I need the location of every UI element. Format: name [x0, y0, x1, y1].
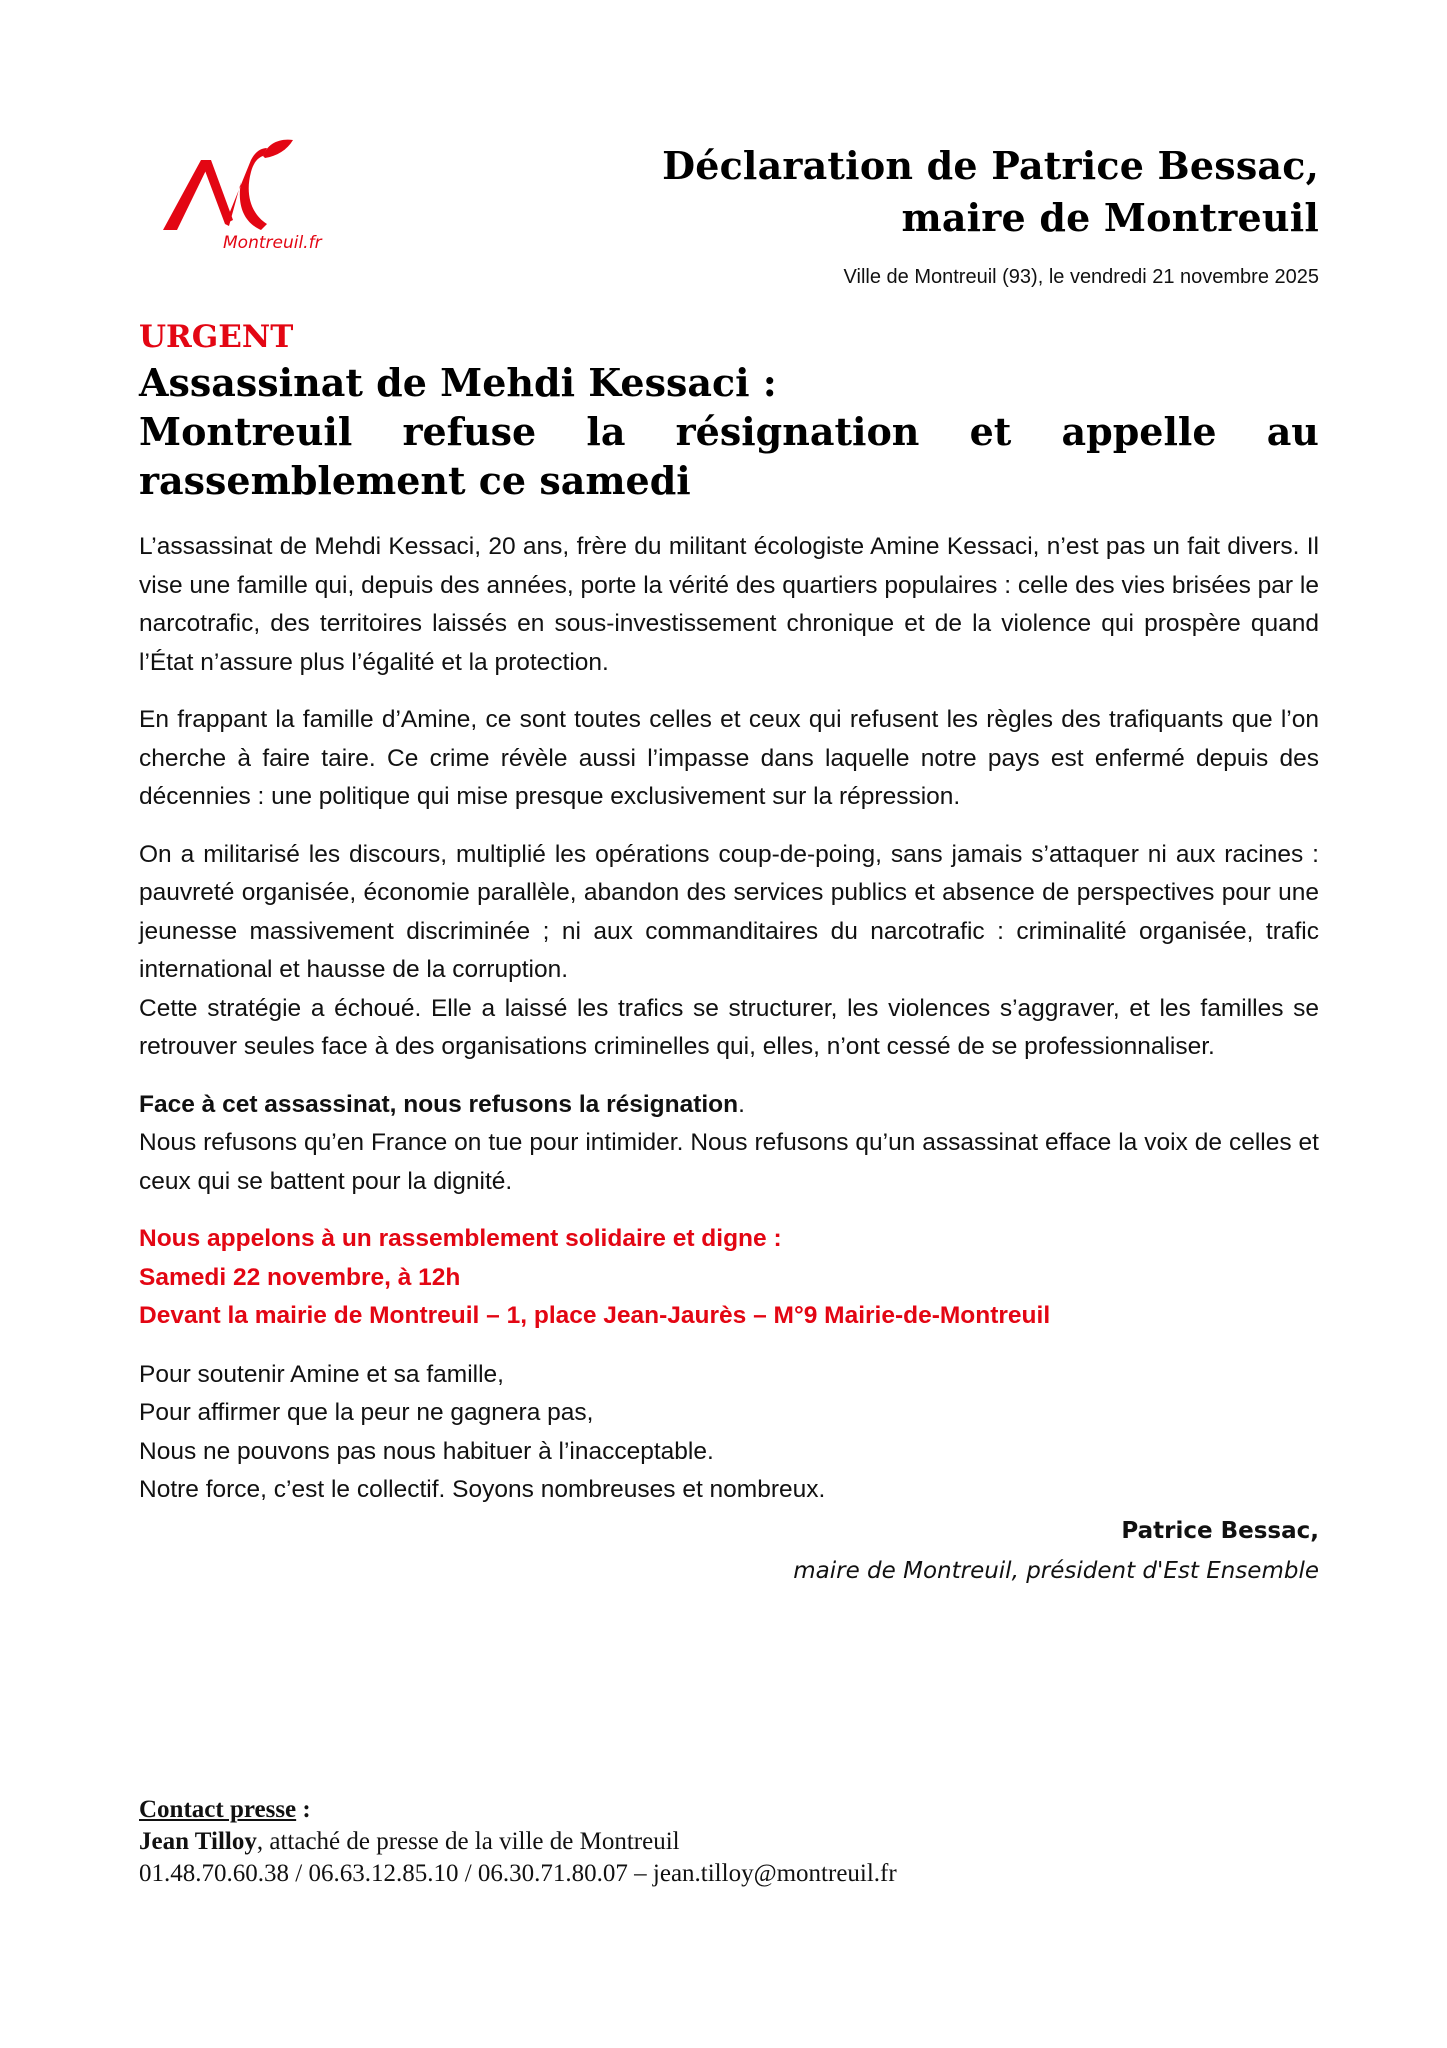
refusal-text: Nous refusons qu’en France on tue pour intimider. Nous refusons qu’un assassinat efface la voix de celles et ceux qui se battent pour la dignité.: [139, 1129, 1319, 1195]
signatory-title: maire de Montreuil, président d'Est Ensemble: [793, 1557, 1319, 1584]
press-contact-colon: :: [296, 1796, 311, 1823]
headline: [139, 358, 1319, 505]
body-paragraph-2: En frappant la famille d’Amine, ce sont toutes celles et ceux qui refusent les règles des trafiquants que l’on cherche à faire taire. Ce crime révèle aussi l’impasse dans laquelle notre pays est enfermé depuis des décennies : une politique qui mise presque exclusivement sur la répression.: [139, 706, 1319, 810]
declaration-title: [662, 140, 1319, 244]
dateline: Ville de Montreuil (93), le vendredi 21 novembre 2025: [843, 266, 1319, 288]
press-contact-details: [139, 1858, 897, 1890]
body-paragraph-4: Cette stratégie a échoué. Elle a laissé les trafics se structurer, les violences s’aggraver, et les familles se retrouver seules face à des organisations criminelles qui, elles, n’ont cessé de se professionnaliser.: [139, 994, 1319, 1060]
closing-line: Nous ne pouvons pas nous habituer à l’inacceptable.: [139, 1437, 714, 1465]
press-contact-heading: [139, 1794, 897, 1826]
press-contact: [139, 1794, 897, 1890]
body-paragraph-3: On a militarisé les discours, multiplié les opérations coup-de-poing, sans jamais s’attaquer ni aux racines : pauvreté organisée, économie parallèle, abandon des services publics et absence de perspectives pour une jeunesse massivement discriminée ; ni aux commanditaires du narcotrafic : criminalité organisée, trafic international et hausse de la corruption.: [139, 840, 1319, 983]
body-paragraph-1: L’assassinat de Mehdi Kessaci, 20 ans, frère du militant écologiste Amine Kessaci, n’est pas un fait divers. Il vise une famille qui, depuis des années, porte la vérité des quartiers populaires : celle des vies brisées par le narcotrafic, des territoires laissés en sous-investissement chronique et de la violence qui prospère quand l’État n’assure plus l’égalité et la protection.: [139, 533, 1319, 676]
statement-body: [139, 528, 1319, 1591]
press-contact-label: Contact presse: [139, 1796, 297, 1823]
signatory-name: Patrice Bessac,: [1121, 1517, 1319, 1544]
declaration-title-line-2: maire de Montreuil: [901, 195, 1319, 240]
headline-word: refuse: [402, 409, 537, 454]
headline-word: appelle: [1061, 409, 1217, 454]
declaration-title-line-1: Déclaration de Patrice Bessac,: [662, 143, 1319, 188]
headline-word: la: [586, 409, 626, 454]
refusal-lead-bold: Face à cet assassinat, nous refusons la résignation: [139, 1090, 739, 1118]
closing-lines: [139, 1356, 1319, 1510]
headline-line-3: rassemblement ce samedi: [139, 458, 691, 503]
press-contact-role: , attaché de presse de la ville de Montreuil: [256, 1828, 680, 1855]
headline-word: au: [1266, 409, 1319, 454]
logo-wordmark: Montreuil.fr: [223, 233, 322, 253]
signature-block: [139, 1511, 1319, 1591]
headline-word: et: [969, 409, 1012, 454]
montreuil-logo: [155, 138, 322, 263]
refusal-lead-period: .: [738, 1090, 745, 1118]
closing-line: Pour affirmer que la peur ne gagnera pas,: [139, 1399, 594, 1426]
headline-line-1: Assassinat de Mehdi Kessaci :: [139, 360, 777, 405]
rally-date-time: Samedi 22 novembre, à 12h: [139, 1263, 461, 1291]
rally-location: Devant la mairie de Montreuil – 1, place Jean-Jaurès – M°9 Mairie-de-Montreuil: [139, 1302, 1051, 1329]
montreuil-m-logo-icon: [155, 138, 305, 238]
closing-line: Notre force, c’est le collectif. Soyons nombreuses et nombreux.: [139, 1476, 826, 1503]
headline-word: Montreuil: [139, 409, 353, 454]
press-contact-phones: 01.48.70.60.38 / 06.63.12.85.10 / 06.30.71.80.07 –: [139, 1860, 653, 1887]
refusal-paragraph: [139, 1086, 1319, 1202]
closing-line: Pour soutenir Amine et sa famille,: [139, 1360, 504, 1388]
press-contact-name: Jean Tilloy: [139, 1828, 257, 1855]
rally-announcement: [139, 1220, 1319, 1336]
headline-line-2: [139, 407, 1319, 456]
press-contact-person: [139, 1826, 897, 1858]
headline-word: résignation: [675, 409, 920, 454]
press-contact-email[interactable]: jean.tilloy@montreuil.fr: [652, 1860, 897, 1887]
urgent-kicker: URGENT: [139, 319, 294, 355]
rally-call: Nous appelons à un rassemblement solidaire et digne :: [139, 1225, 782, 1252]
